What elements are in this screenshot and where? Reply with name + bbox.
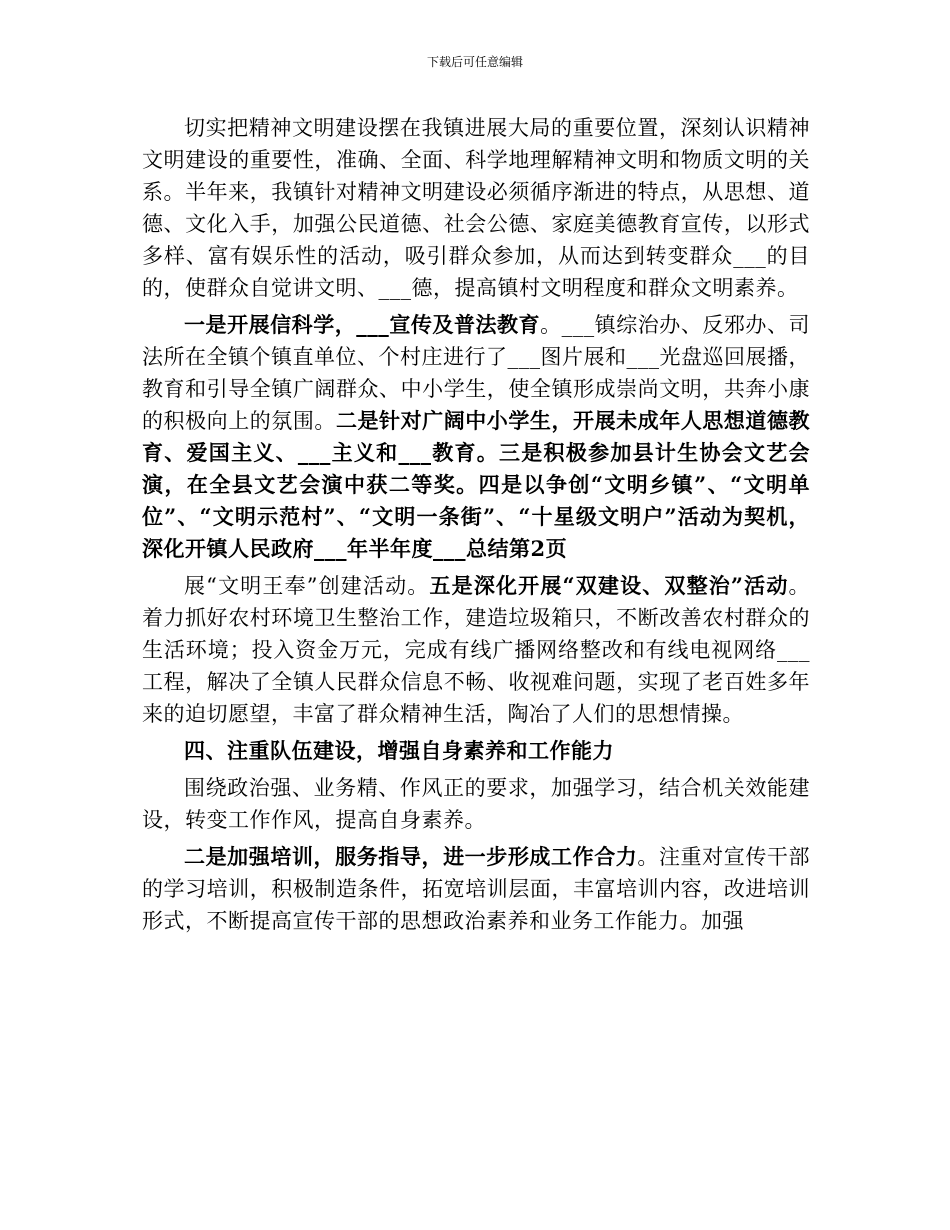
- paragraph-1: [142, 112, 810, 304]
- section-heading: [142, 735, 810, 767]
- bold-text-run: 五是深化开展“双建设、双整治”活动: [429, 573, 789, 598]
- document-body: [142, 112, 810, 937]
- paragraph-3: [142, 570, 810, 730]
- text-run: 围绕政治强、业务精、作风正的要求，加强学习，结合机关效能建设，转变工作作风，提高自身素养。: [142, 776, 810, 832]
- paragraph-4: [142, 772, 810, 836]
- text-run: 。着力抓好农村环境卫生整治工作，建造垃圾箱只，不断改善农村群众的生活环境；投入资金万元，完成有线广播网络整改和有线电视网络___工程，解决了全镇人民群众信息不畅、收视难问题，实现了老百姓多年来的迫切愿望，丰富了群众精神生活，陶冶了人们的思想情操。: [142, 574, 810, 726]
- text-run: 。注重对宣传干部的学习培训，积极制造条件，拓宽培训层面，丰富培训内容，改进培训形式，不断提高宣传干部的思想政治素养和业务工作能力。加强: [142, 845, 810, 933]
- heading-text: 四、注重队伍建设，增强自身素养和工作能力: [184, 738, 614, 763]
- bold-text-run: 二是加强培训，服务指导，进一步形成工作合力: [184, 844, 638, 869]
- text-run: 。___镇综治办、反邪办、司法所在全镇个镇直单位、个村庄进行了___图片展和___光盘巡回展播，教育和引导全镇广阔群众、中小学生，使全镇形成崇尚文明，共奔小康的积极向上的氛围。: [142, 313, 811, 433]
- text-run: 切实把精神文明建设摆在我镇进展大局的重要位置，深刻认识精神文明建设的重要性，准确、全面、科学地理解精神文明和物质文明的关系。半年来，我镇针对精神文明建设必须循序渐进的特点，从思想、道德、文化入手，加强公民道德、社会公德、家庭美德教育宣传，以形式多样、富有娱乐性的活动，吸引群众参加，从而达到转变群众___的目的，使群众自觉讲文明、___德，提高镇村文明程度和群众文明素养。: [142, 116, 810, 300]
- bold-text-run: 二是针对广阔中小学生，开展未成年人思想道德教育、爱国主义、___主义和___教育。三是积极参加县计生协会文艺会演，在全县文艺会演中获二等奖。四是以争创“文明乡镇”、“文明单位”、“文明示范村”、“文明一条街”、“十星级文明户”活动为契机，深化开镇人民政府___年半年度___总结第2页: [142, 408, 811, 561]
- paragraph-2: [142, 309, 810, 565]
- bold-text-run: 一是开展信科学，___宣传及普法教育: [184, 312, 541, 337]
- text-run: 展“文明王奉”创建活动。: [184, 574, 430, 598]
- paragraph-5: [142, 841, 810, 937]
- page-header: 下载后可任意编辑: [426, 55, 523, 69]
